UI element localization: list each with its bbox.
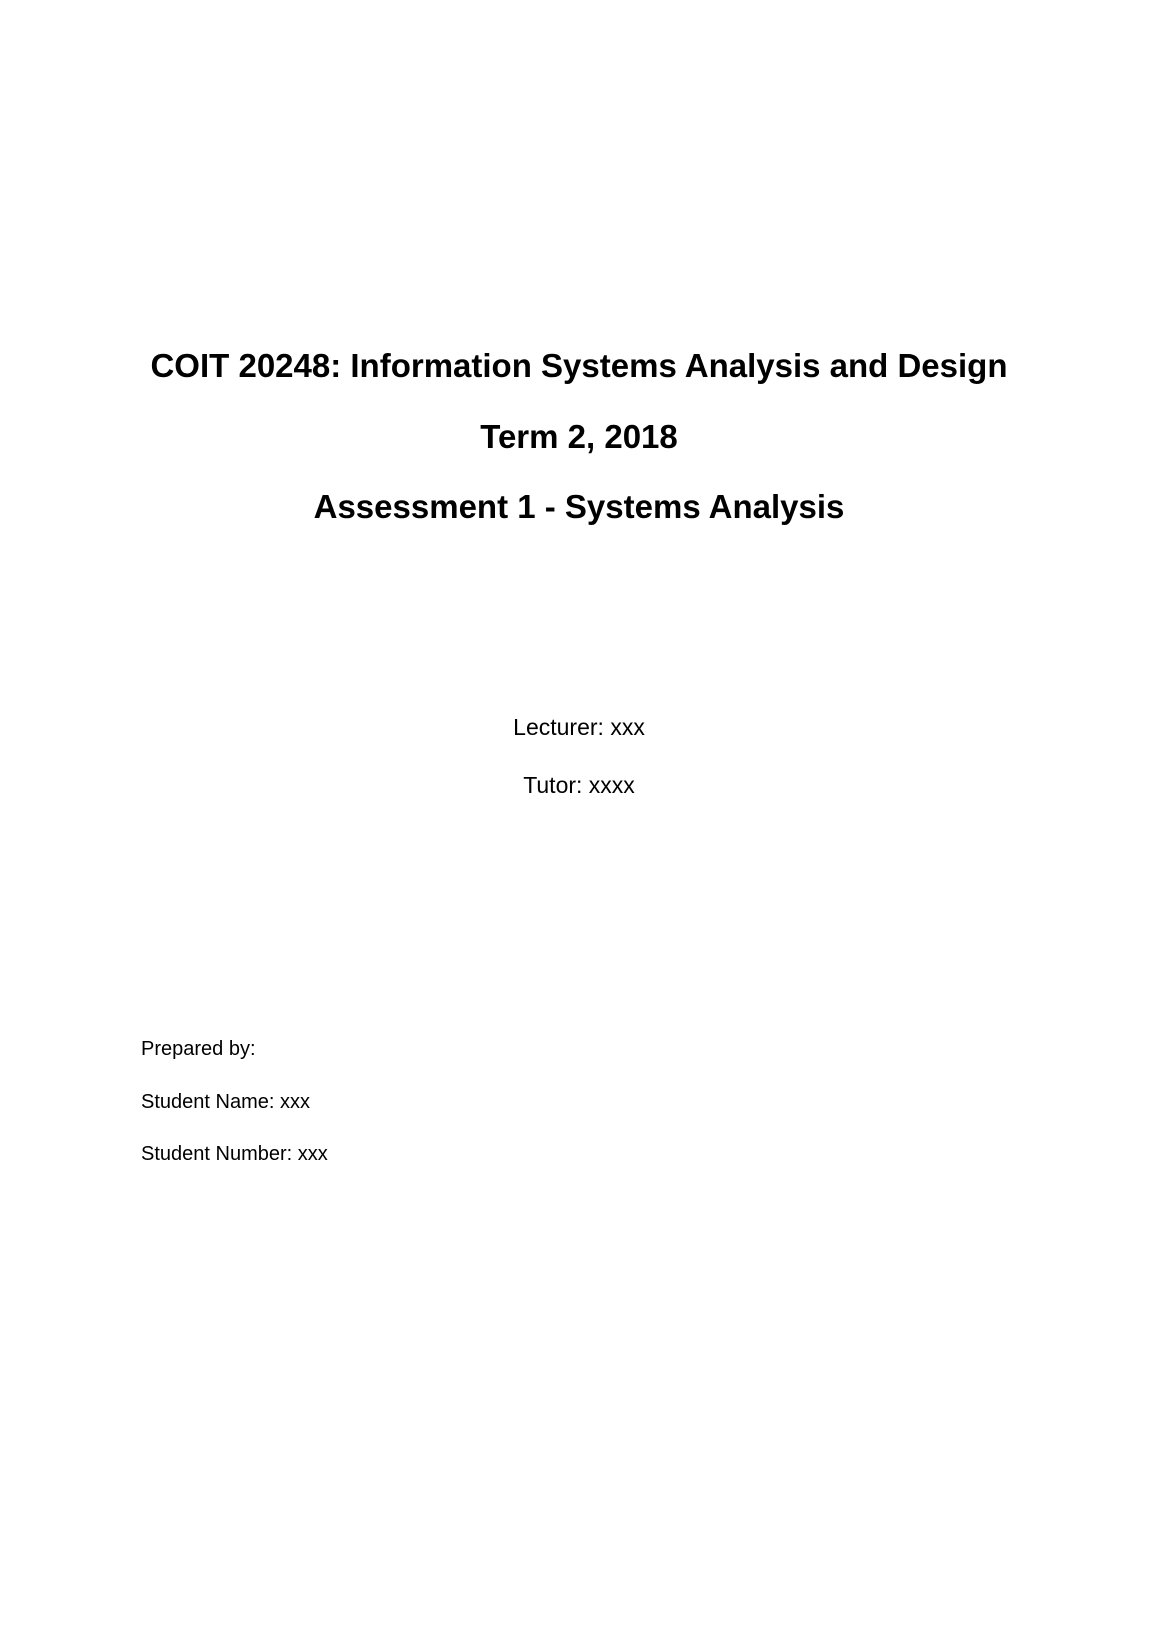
student-name-line: Student Name: xxx (141, 1091, 310, 1113)
assessment-heading: Assessment 1 - Systems Analysis (313, 488, 845, 525)
course-title: COIT 20248: Information Systems Analysis and Design (150, 347, 1008, 384)
lecturer-line: Lecturer: xxx (513, 714, 645, 740)
tutor-line: Tutor: xxxx (523, 772, 635, 798)
prepared-by-label: Prepared by: (141, 1038, 256, 1060)
term-heading: Term 2, 2018 (480, 418, 678, 455)
student-number-line: Student Number: xxx (141, 1143, 328, 1165)
